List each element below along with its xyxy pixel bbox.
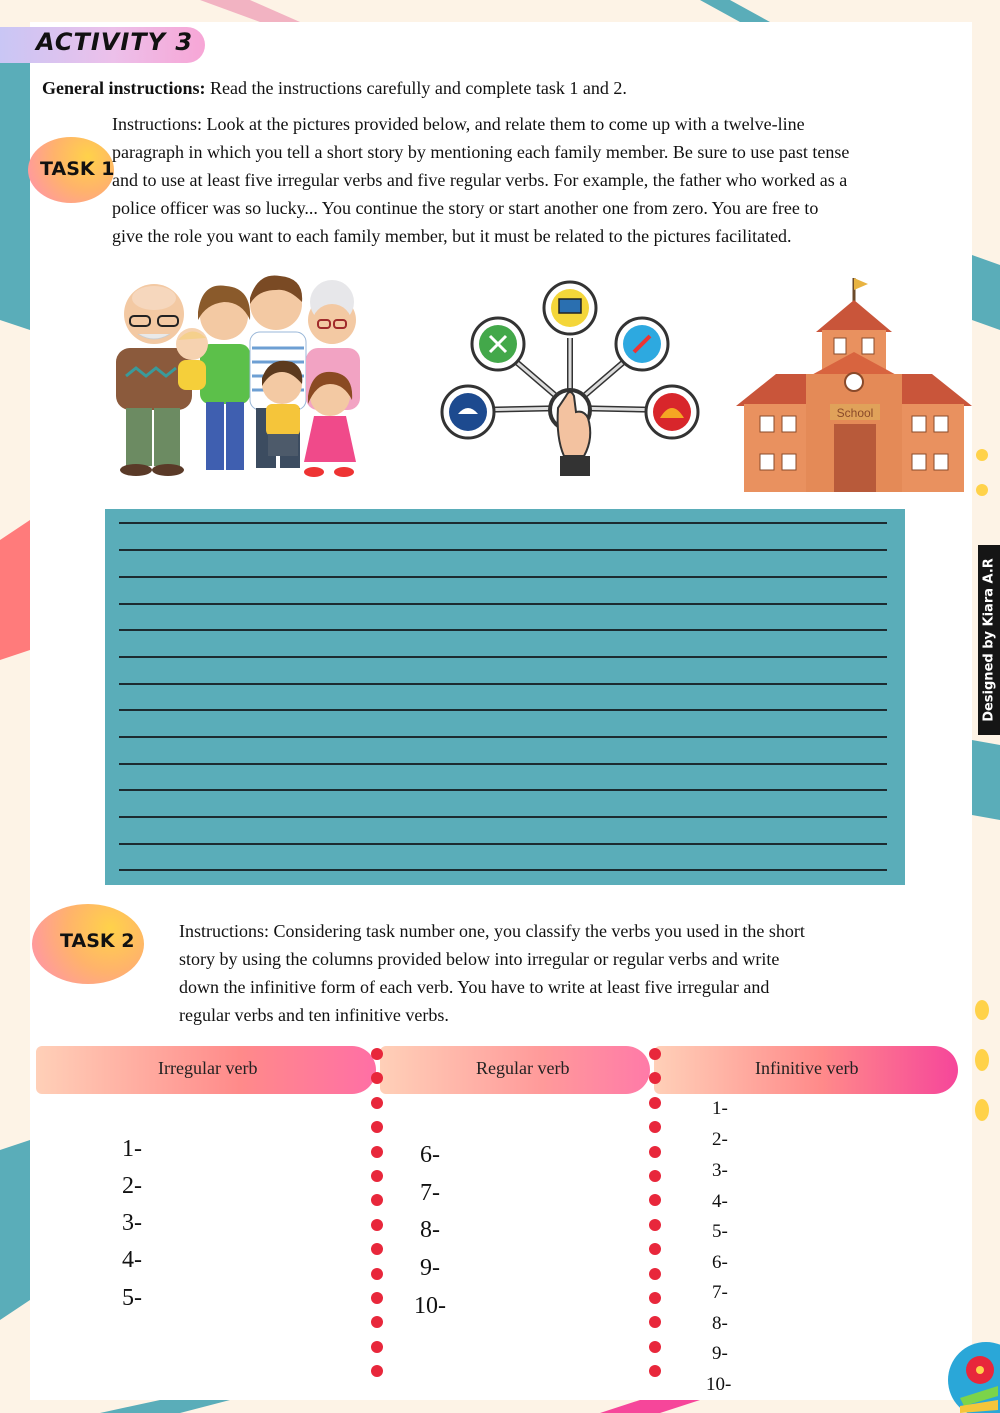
infinitive-item: 10- [706,1374,732,1395]
regular-item: 7- [420,1180,440,1206]
regular-item: 10- [414,1293,446,1319]
general-instructions-text: Read the instructions carefully and complete task 1 and 2. [205,78,627,98]
writing-line [119,843,887,845]
header-infinitive-verb: Infinitive verb [755,1058,859,1078]
professions-illustration [438,278,702,490]
infinitive-item: 4- [712,1191,728,1212]
writing-line [119,736,887,738]
task1-line: and to use at least five irregular verbs and five regular verbs. For example, the father who worked as a [112,170,848,190]
writing-line [119,709,887,711]
designer-credit [978,545,1000,735]
designer-credit-text: Designed by Kiara A.R [981,558,997,722]
irregular-item: 2- [122,1173,142,1199]
regular-item: 8- [420,1217,440,1243]
general-instructions-label: General instructions: [42,78,206,98]
infinitive-item: 6- [712,1252,728,1273]
infinitive-item: 2- [712,1129,728,1150]
task2-line: Instructions: Considering task number one, you classify the verbs you used in the short [179,921,805,941]
infinitive-item: 8- [712,1313,728,1334]
header-irregular-verb: Irregular verb [158,1058,258,1078]
task1-line: Instructions: Look at the pictures provided below, and relate them to come up with a twelve-line [112,114,805,134]
writing-line [119,763,887,765]
column-separator-2 [649,1048,661,1389]
task2-line: down the infinitive form of each verb. You have to write at least five irregular and [179,977,770,997]
writing-line [119,869,887,871]
general-instructions [42,78,627,99]
infinitive-item: 9- [712,1343,728,1364]
school-illustration [736,274,972,496]
family-illustration [92,268,382,490]
writing-line [119,683,887,685]
task2-instructions [179,917,939,1029]
irregular-item: 5- [122,1285,142,1311]
story-writing-area[interactable] [105,509,905,885]
irregular-item: 4- [122,1247,142,1273]
corner-logo-icon [946,1340,1000,1413]
column-separator-1 [371,1048,383,1389]
task1-line: paragraph in which you tell a short story by mentioning each family member. Be sure to use past tense [112,142,850,162]
infinitive-item: 3- [712,1160,728,1181]
writing-line [119,656,887,658]
infinitive-item: 1- [712,1098,728,1119]
writing-line [119,629,887,631]
task1-line: police officer was so lucky... You continue the story or start another one from zero. You are free to [112,198,819,218]
irregular-item: 3- [122,1210,142,1236]
school-sign: School [836,406,874,420]
writing-line [119,816,887,818]
writing-line [119,522,887,524]
task2-badge: TASK 2 [60,930,135,952]
task2-line: story by using the columns provided below into irregular or regular verbs and write [179,949,780,969]
writing-line [119,789,887,791]
task2-line: regular verbs and ten infinitive verbs. [179,1005,449,1025]
regular-item: 6- [420,1142,440,1168]
writing-line [119,549,887,551]
infinitive-item: 5- [712,1221,728,1242]
task1-line: give the role you want to each family member, but it must be related to the pictures facilitated. [112,226,792,246]
activity-title: ACTIVITY 3 [36,28,194,56]
regular-item: 9- [420,1255,440,1281]
writing-line [119,576,887,578]
irregular-item: 1- [122,1136,142,1162]
task1-instructions [112,110,952,250]
header-regular-verb: Regular verb [476,1058,570,1078]
writing-line [119,603,887,605]
infinitive-item: 7- [712,1282,728,1303]
task1-badge: TASK 1 [40,158,115,180]
